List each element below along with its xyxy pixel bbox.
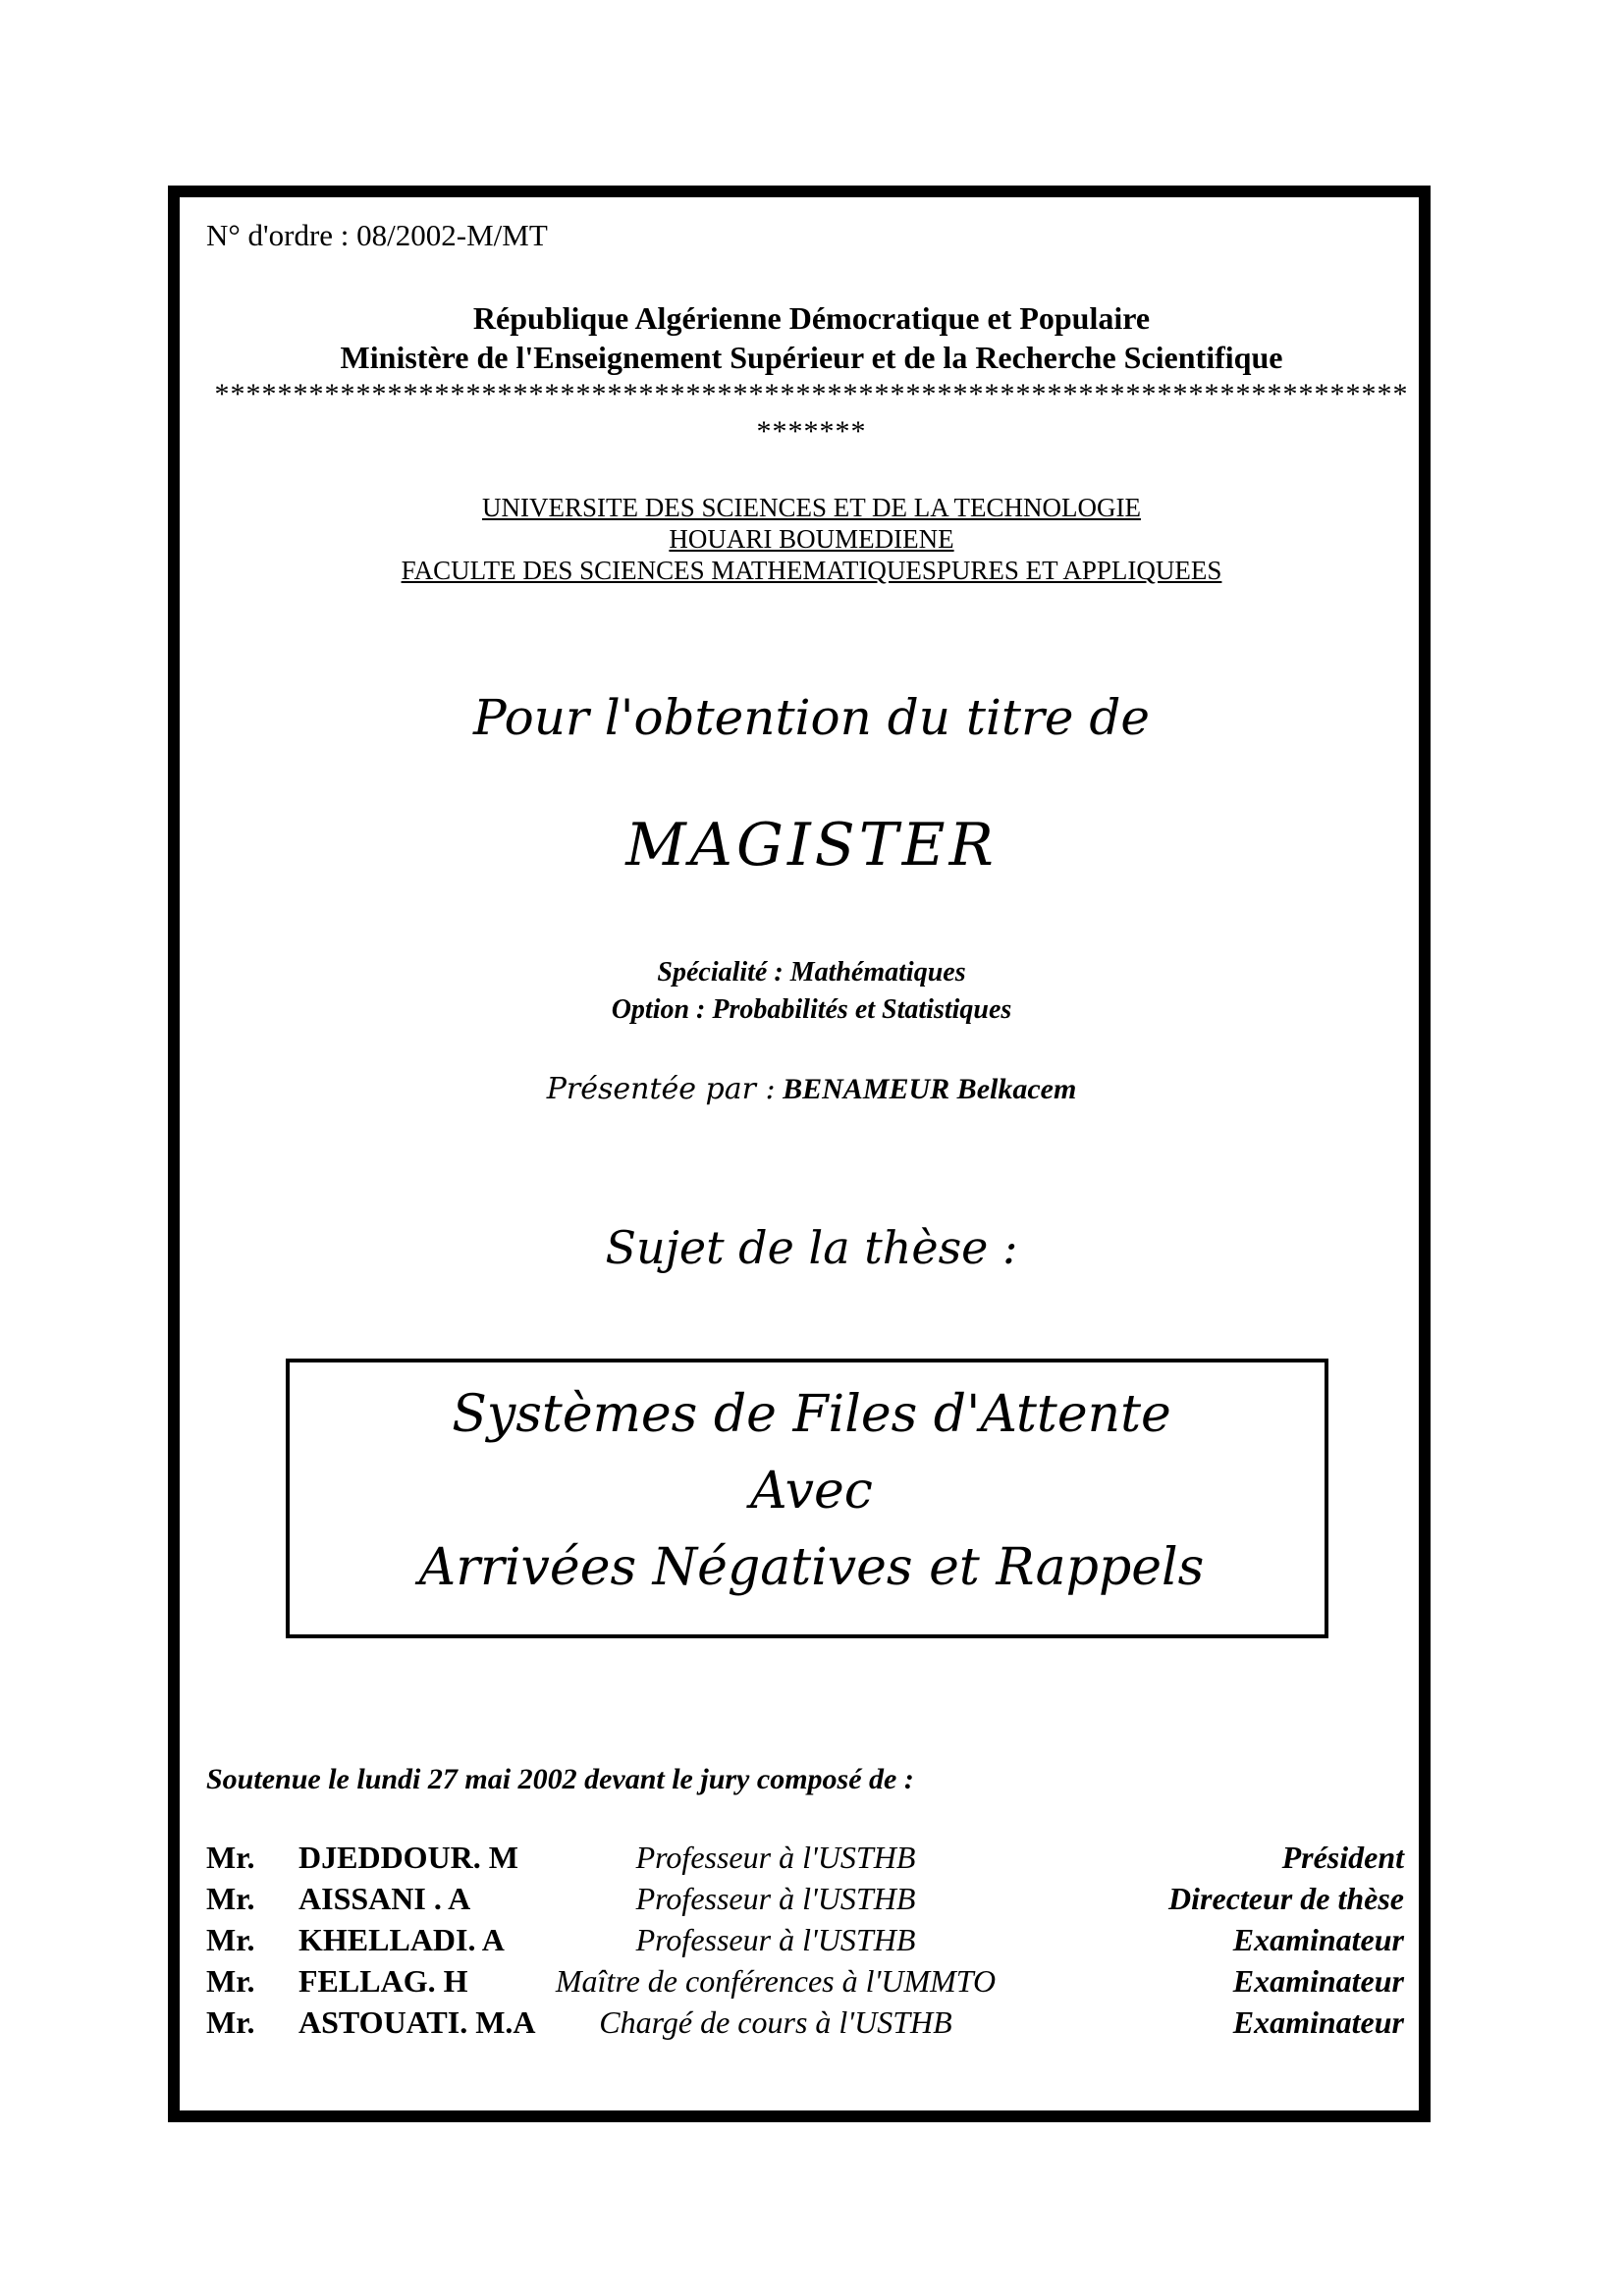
jury-function: Examinateur — [1232, 1922, 1404, 1957]
specialty-block — [0, 954, 1623, 1029]
republic-name: République Algérienne Démocratique et Populaire — [472, 300, 1151, 336]
presented-by-label: Présentée par : — [546, 1072, 776, 1106]
university-block — [0, 492, 1623, 586]
jury-row — [206, 1922, 1404, 1963]
jury-name: ASTOUATI. M.A — [298, 2004, 536, 2040]
subject-line-2: Avec — [750, 1462, 873, 1521]
jury-role: Professeur à l'USTHB — [635, 1881, 916, 1916]
jury-name: FELLAG. H — [298, 1963, 468, 1999]
jury-function: Examinateur — [1232, 1963, 1404, 1999]
jury-title: Mr. — [206, 1881, 255, 1916]
university-line-3: FACULTE DES SCIENCES MATHEMATIQUESPURES ET APPLIQUEES — [401, 556, 1222, 585]
jury-role: Professeur à l'USTHB — [635, 1840, 916, 1875]
page-border — [168, 186, 1431, 2122]
jury-role: Chargé de cours à l'USTHB — [599, 2004, 952, 2040]
subject-line-1: Systèmes de Files d'Attente — [452, 1385, 1171, 1444]
header-block — [0, 298, 1623, 377]
jury-name: AISSANI . A — [298, 1881, 471, 1916]
jury-function: Examinateur — [1232, 2004, 1404, 2040]
defense-statement: Soutenue le lundi 27 mai 2002 devant le jury composé de : — [206, 1763, 914, 1795]
jury-function: Directeur de thèse — [1168, 1881, 1404, 1916]
stars-line-1: **************************************************************************** — [214, 378, 1409, 410]
author-name: BENAMEUR Belkacem — [783, 1073, 1077, 1105]
specialty: Spécialité : Mathématiques — [657, 957, 966, 988]
jury-name: DJEDDOUR. M — [298, 1840, 518, 1875]
university-line-2: HOUARI BOUMEDIENE — [669, 524, 954, 554]
presented-by — [0, 1072, 1623, 1106]
jury-role: Maître de conférences à l'UMMTO — [555, 1963, 997, 1999]
option: Option : Probabilités et Statistiques — [611, 994, 1012, 1025]
thesis-subject — [0, 1376, 1623, 1606]
jury-list — [206, 1840, 1404, 2046]
jury-row — [206, 1881, 1404, 1922]
jury-row — [206, 1840, 1404, 1881]
jury-title: Mr. — [206, 2004, 255, 2040]
stars-line-2: ******* — [756, 415, 867, 448]
stars-separator — [0, 376, 1623, 451]
university-line-1: UNIVERSITE DES SCIENCES ET DE LA TECHNOLOGIE — [482, 493, 1141, 522]
jury-title: Mr. — [206, 1963, 255, 1999]
ministry-name: Ministère de l'Enseignement Supérieur et de la Recherche Scientifique — [340, 340, 1283, 375]
degree-title: MAGISTER — [625, 811, 998, 880]
obtention-heading: Pour l'obtention du titre de — [473, 689, 1150, 746]
jury-role: Professeur à l'USTHB — [635, 1922, 916, 1957]
jury-function: Président — [1281, 1840, 1404, 1875]
jury-row — [206, 1963, 1404, 2004]
jury-row — [206, 2004, 1404, 2046]
jury-title: Mr. — [206, 1922, 255, 1957]
subject-line-3: Arrivées Négatives et Rappels — [418, 1538, 1205, 1597]
jury-title: Mr. — [206, 1840, 255, 1875]
subject-label: Sujet de la thèse : — [605, 1221, 1018, 1274]
order-number: N° d'ordre : 08/2002-M/MT — [206, 218, 548, 252]
jury-name: KHELLADI. A — [298, 1922, 505, 1957]
